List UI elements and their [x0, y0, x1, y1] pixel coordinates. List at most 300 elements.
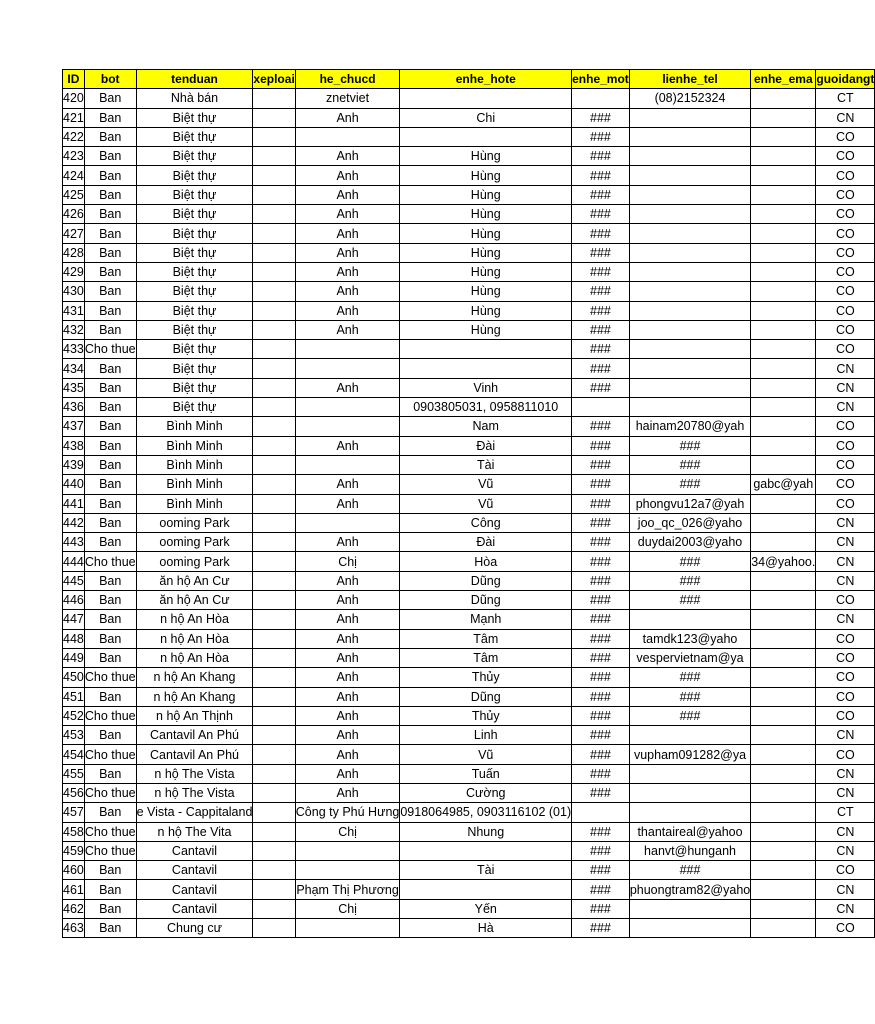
cell-id[interactable]: [63, 475, 85, 494]
cell-xeploai[interactable]: [253, 687, 295, 706]
cell-tel[interactable]: [629, 552, 750, 571]
cell-mobile[interactable]: [572, 166, 630, 185]
cell-bot[interactable]: [84, 108, 136, 127]
cell-tenduan[interactable]: [136, 706, 253, 725]
cell-bot[interactable]: [84, 745, 136, 764]
cell-email[interactable]: [751, 861, 816, 880]
cell-tel[interactable]: [629, 147, 750, 166]
cell-xeploai[interactable]: [253, 533, 295, 552]
cell-chucdanh[interactable]: [295, 687, 400, 706]
cell-nguoidang[interactable]: [816, 764, 875, 783]
cell-tenduan[interactable]: [136, 359, 253, 378]
cell-hoten[interactable]: [400, 571, 572, 590]
cell-nguoidang[interactable]: [816, 533, 875, 552]
cell-mobile[interactable]: [572, 783, 630, 802]
cell-hoten[interactable]: [400, 185, 572, 204]
cell-id[interactable]: [63, 571, 85, 590]
cell-id[interactable]: [63, 513, 85, 532]
cell-id[interactable]: [63, 455, 85, 474]
cell-xeploai[interactable]: [253, 417, 295, 436]
cell-chucdanh[interactable]: [295, 417, 400, 436]
cell-bot[interactable]: [84, 89, 136, 108]
cell-chucdanh[interactable]: [295, 301, 400, 320]
cell-bot[interactable]: [84, 127, 136, 146]
cell-hoten[interactable]: [400, 591, 572, 610]
cell-chucdanh[interactable]: [295, 571, 400, 590]
cell-nguoidang[interactable]: [816, 320, 875, 339]
cell-xeploai[interactable]: [253, 764, 295, 783]
cell-xeploai[interactable]: [253, 822, 295, 841]
cell-tenduan[interactable]: [136, 340, 253, 359]
cell-id[interactable]: [63, 127, 85, 146]
cell-mobile[interactable]: [572, 301, 630, 320]
cell-mobile[interactable]: [572, 571, 630, 590]
cell-mobile[interactable]: [572, 108, 630, 127]
cell-tel[interactable]: [629, 668, 750, 687]
cell-tel[interactable]: [629, 320, 750, 339]
cell-tenduan[interactable]: [136, 764, 253, 783]
column-header[interactable]: enhe_ema: [751, 70, 816, 89]
cell-xeploai[interactable]: [253, 127, 295, 146]
cell-email[interactable]: [751, 706, 816, 725]
cell-nguoidang[interactable]: [816, 436, 875, 455]
cell-id[interactable]: [63, 899, 85, 918]
cell-tenduan[interactable]: [136, 89, 253, 108]
cell-bot[interactable]: [84, 629, 136, 648]
cell-hoten[interactable]: [400, 224, 572, 243]
cell-nguoidang[interactable]: [816, 89, 875, 108]
cell-tel[interactable]: [629, 89, 750, 108]
cell-id[interactable]: [63, 166, 85, 185]
cell-bot[interactable]: [84, 147, 136, 166]
cell-hoten[interactable]: [400, 398, 572, 417]
cell-mobile[interactable]: [572, 89, 630, 108]
cell-hoten[interactable]: [400, 822, 572, 841]
cell-bot[interactable]: [84, 533, 136, 552]
cell-tenduan[interactable]: [136, 417, 253, 436]
cell-id[interactable]: [63, 629, 85, 648]
cell-id[interactable]: [63, 764, 85, 783]
cell-id[interactable]: [63, 108, 85, 127]
cell-xeploai[interactable]: [253, 359, 295, 378]
cell-nguoidang[interactable]: [816, 243, 875, 262]
cell-email[interactable]: [751, 687, 816, 706]
cell-id[interactable]: [63, 687, 85, 706]
cell-mobile[interactable]: [572, 591, 630, 610]
cell-id[interactable]: [63, 185, 85, 204]
cell-xeploai[interactable]: [253, 147, 295, 166]
cell-id[interactable]: [63, 147, 85, 166]
cell-email[interactable]: [751, 764, 816, 783]
cell-mobile[interactable]: [572, 398, 630, 417]
cell-nguoidang[interactable]: [816, 899, 875, 918]
cell-id[interactable]: [63, 726, 85, 745]
cell-chucdanh[interactable]: [295, 89, 400, 108]
cell-tel[interactable]: [629, 282, 750, 301]
cell-bot[interactable]: [84, 648, 136, 667]
cell-email[interactable]: [751, 841, 816, 860]
cell-nguoidang[interactable]: [816, 262, 875, 281]
cell-bot[interactable]: [84, 764, 136, 783]
cell-chucdanh[interactable]: [295, 745, 400, 764]
cell-tel[interactable]: [629, 783, 750, 802]
cell-mobile[interactable]: [572, 340, 630, 359]
cell-chucdanh[interactable]: [295, 224, 400, 243]
cell-chucdanh[interactable]: [295, 668, 400, 687]
cell-chucdanh[interactable]: [295, 706, 400, 725]
cell-email[interactable]: [751, 610, 816, 629]
cell-xeploai[interactable]: [253, 455, 295, 474]
cell-tenduan[interactable]: [136, 552, 253, 571]
cell-mobile[interactable]: [572, 726, 630, 745]
cell-hoten[interactable]: [400, 726, 572, 745]
cell-tel[interactable]: [629, 687, 750, 706]
cell-tenduan[interactable]: [136, 166, 253, 185]
cell-nguoidang[interactable]: [816, 610, 875, 629]
cell-hoten[interactable]: [400, 648, 572, 667]
cell-bot[interactable]: [84, 494, 136, 513]
cell-mobile[interactable]: [572, 224, 630, 243]
cell-tenduan[interactable]: [136, 127, 253, 146]
cell-id[interactable]: [63, 282, 85, 301]
cell-chucdanh[interactable]: [295, 629, 400, 648]
cell-xeploai[interactable]: [253, 185, 295, 204]
cell-chucdanh[interactable]: [295, 340, 400, 359]
cell-nguoidang[interactable]: [816, 166, 875, 185]
cell-email[interactable]: [751, 378, 816, 397]
cell-bot[interactable]: [84, 417, 136, 436]
cell-email[interactable]: [751, 262, 816, 281]
cell-tel[interactable]: [629, 610, 750, 629]
cell-tel[interactable]: [629, 378, 750, 397]
cell-nguoidang[interactable]: [816, 147, 875, 166]
cell-chucdanh[interactable]: [295, 513, 400, 532]
cell-email[interactable]: [751, 919, 816, 938]
cell-id[interactable]: [63, 552, 85, 571]
cell-nguoidang[interactable]: [816, 340, 875, 359]
cell-tel[interactable]: [629, 108, 750, 127]
cell-hoten[interactable]: [400, 340, 572, 359]
cell-tel[interactable]: [629, 533, 750, 552]
cell-id[interactable]: [63, 417, 85, 436]
cell-tel[interactable]: [629, 417, 750, 436]
cell-id[interactable]: [63, 243, 85, 262]
cell-tel[interactable]: [629, 340, 750, 359]
cell-bot[interactable]: [84, 841, 136, 860]
cell-chucdanh[interactable]: [295, 282, 400, 301]
cell-chucdanh[interactable]: [295, 841, 400, 860]
cell-tel[interactable]: [629, 899, 750, 918]
cell-tenduan[interactable]: [136, 668, 253, 687]
cell-nguoidang[interactable]: [816, 378, 875, 397]
cell-tenduan[interactable]: [136, 494, 253, 513]
cell-hoten[interactable]: [400, 108, 572, 127]
cell-chucdanh[interactable]: [295, 552, 400, 571]
cell-mobile[interactable]: [572, 436, 630, 455]
cell-nguoidang[interactable]: [816, 629, 875, 648]
cell-tel[interactable]: [629, 822, 750, 841]
cell-xeploai[interactable]: [253, 89, 295, 108]
cell-hoten[interactable]: [400, 706, 572, 725]
cell-hoten[interactable]: [400, 880, 572, 899]
cell-nguoidang[interactable]: [816, 513, 875, 532]
cell-bot[interactable]: [84, 822, 136, 841]
cell-xeploai[interactable]: [253, 919, 295, 938]
cell-tel[interactable]: [629, 455, 750, 474]
column-header[interactable]: bot: [84, 70, 136, 89]
cell-email[interactable]: [751, 822, 816, 841]
cell-mobile[interactable]: [572, 513, 630, 532]
cell-nguoidang[interactable]: [816, 803, 875, 822]
cell-tenduan[interactable]: [136, 147, 253, 166]
cell-chucdanh[interactable]: [295, 726, 400, 745]
cell-mobile[interactable]: [572, 803, 630, 822]
cell-hoten[interactable]: [400, 417, 572, 436]
cell-tel[interactable]: [629, 185, 750, 204]
cell-bot[interactable]: [84, 166, 136, 185]
cell-hoten[interactable]: [400, 243, 572, 262]
cell-id[interactable]: [63, 533, 85, 552]
cell-tel[interactable]: [629, 803, 750, 822]
cell-tenduan[interactable]: [136, 783, 253, 802]
cell-hoten[interactable]: [400, 513, 572, 532]
cell-xeploai[interactable]: [253, 398, 295, 417]
cell-email[interactable]: [751, 417, 816, 436]
cell-mobile[interactable]: [572, 533, 630, 552]
cell-hoten[interactable]: [400, 745, 572, 764]
cell-email[interactable]: [751, 571, 816, 590]
cell-chucdanh[interactable]: [295, 185, 400, 204]
cell-mobile[interactable]: [572, 378, 630, 397]
cell-tel[interactable]: [629, 127, 750, 146]
cell-bot[interactable]: [84, 726, 136, 745]
cell-nguoidang[interactable]: [816, 205, 875, 224]
cell-bot[interactable]: [84, 861, 136, 880]
cell-mobile[interactable]: [572, 359, 630, 378]
cell-chucdanh[interactable]: [295, 243, 400, 262]
cell-bot[interactable]: [84, 610, 136, 629]
cell-bot[interactable]: [84, 243, 136, 262]
cell-bot[interactable]: [84, 320, 136, 339]
cell-chucdanh[interactable]: [295, 899, 400, 918]
cell-tel[interactable]: [629, 475, 750, 494]
cell-xeploai[interactable]: [253, 803, 295, 822]
cell-xeploai[interactable]: [253, 706, 295, 725]
cell-hoten[interactable]: [400, 166, 572, 185]
cell-chucdanh[interactable]: [295, 436, 400, 455]
cell-nguoidang[interactable]: [816, 475, 875, 494]
cell-bot[interactable]: [84, 359, 136, 378]
cell-tel[interactable]: [629, 301, 750, 320]
cell-tenduan[interactable]: [136, 648, 253, 667]
cell-chucdanh[interactable]: [295, 880, 400, 899]
cell-id[interactable]: [63, 861, 85, 880]
cell-email[interactable]: [751, 320, 816, 339]
cell-mobile[interactable]: [572, 552, 630, 571]
cell-tel[interactable]: [629, 224, 750, 243]
cell-nguoidang[interactable]: [816, 726, 875, 745]
cell-bot[interactable]: [84, 880, 136, 899]
cell-bot[interactable]: [84, 899, 136, 918]
cell-bot[interactable]: [84, 205, 136, 224]
cell-email[interactable]: [751, 513, 816, 532]
cell-tenduan[interactable]: [136, 108, 253, 127]
cell-mobile[interactable]: [572, 205, 630, 224]
cell-id[interactable]: [63, 880, 85, 899]
cell-email[interactable]: [751, 726, 816, 745]
cell-id[interactable]: [63, 436, 85, 455]
cell-hoten[interactable]: [400, 803, 572, 822]
cell-xeploai[interactable]: [253, 726, 295, 745]
cell-hoten[interactable]: [400, 436, 572, 455]
cell-tenduan[interactable]: [136, 687, 253, 706]
cell-id[interactable]: [63, 591, 85, 610]
cell-mobile[interactable]: [572, 417, 630, 436]
cell-email[interactable]: [751, 108, 816, 127]
cell-mobile[interactable]: [572, 919, 630, 938]
cell-tenduan[interactable]: [136, 841, 253, 860]
cell-mobile[interactable]: [572, 243, 630, 262]
cell-email[interactable]: [751, 243, 816, 262]
cell-tenduan[interactable]: [136, 513, 253, 532]
cell-email[interactable]: [751, 880, 816, 899]
cell-mobile[interactable]: [572, 320, 630, 339]
column-header[interactable]: enhe_mot: [572, 70, 630, 89]
cell-tenduan[interactable]: [136, 378, 253, 397]
cell-email[interactable]: [751, 591, 816, 610]
cell-tenduan[interactable]: [136, 919, 253, 938]
cell-tel[interactable]: [629, 629, 750, 648]
cell-id[interactable]: [63, 378, 85, 397]
cell-nguoidang[interactable]: [816, 648, 875, 667]
cell-mobile[interactable]: [572, 648, 630, 667]
cell-nguoidang[interactable]: [816, 455, 875, 474]
cell-xeploai[interactable]: [253, 861, 295, 880]
cell-xeploai[interactable]: [253, 629, 295, 648]
cell-email[interactable]: [751, 359, 816, 378]
cell-email[interactable]: [751, 648, 816, 667]
cell-nguoidang[interactable]: [816, 745, 875, 764]
cell-chucdanh[interactable]: [295, 803, 400, 822]
cell-nguoidang[interactable]: [816, 398, 875, 417]
cell-email[interactable]: [751, 147, 816, 166]
cell-xeploai[interactable]: [253, 378, 295, 397]
cell-id[interactable]: [63, 822, 85, 841]
cell-xeploai[interactable]: [253, 108, 295, 127]
cell-mobile[interactable]: [572, 475, 630, 494]
cell-nguoidang[interactable]: [816, 185, 875, 204]
cell-hoten[interactable]: [400, 861, 572, 880]
cell-tel[interactable]: [629, 706, 750, 725]
cell-xeploai[interactable]: [253, 166, 295, 185]
column-header[interactable]: he_chucd: [295, 70, 400, 89]
cell-bot[interactable]: [84, 919, 136, 938]
cell-nguoidang[interactable]: [816, 919, 875, 938]
cell-hoten[interactable]: [400, 764, 572, 783]
cell-bot[interactable]: [84, 803, 136, 822]
cell-xeploai[interactable]: [253, 880, 295, 899]
cell-email[interactable]: [751, 803, 816, 822]
cell-xeploai[interactable]: [253, 513, 295, 532]
cell-bot[interactable]: [84, 224, 136, 243]
cell-xeploai[interactable]: [253, 668, 295, 687]
cell-nguoidang[interactable]: [816, 668, 875, 687]
column-header[interactable]: enhe_hote: [400, 70, 572, 89]
cell-nguoidang[interactable]: [816, 224, 875, 243]
cell-id[interactable]: [63, 706, 85, 725]
cell-nguoidang[interactable]: [816, 783, 875, 802]
cell-tenduan[interactable]: [136, 591, 253, 610]
cell-nguoidang[interactable]: [816, 571, 875, 590]
cell-hoten[interactable]: [400, 899, 572, 918]
cell-xeploai[interactable]: [253, 494, 295, 513]
cell-mobile[interactable]: [572, 822, 630, 841]
cell-hoten[interactable]: [400, 533, 572, 552]
cell-bot[interactable]: [84, 513, 136, 532]
cell-chucdanh[interactable]: [295, 262, 400, 281]
cell-id[interactable]: [63, 783, 85, 802]
cell-mobile[interactable]: [572, 841, 630, 860]
cell-tenduan[interactable]: [136, 224, 253, 243]
cell-tel[interactable]: [629, 494, 750, 513]
cell-chucdanh[interactable]: [295, 108, 400, 127]
cell-email[interactable]: [751, 745, 816, 764]
cell-xeploai[interactable]: [253, 475, 295, 494]
column-header[interactable]: ID: [63, 70, 85, 89]
cell-tenduan[interactable]: [136, 243, 253, 262]
cell-email[interactable]: [751, 89, 816, 108]
cell-chucdanh[interactable]: [295, 861, 400, 880]
cell-bot[interactable]: [84, 571, 136, 590]
cell-hoten[interactable]: [400, 687, 572, 706]
cell-tel[interactable]: [629, 571, 750, 590]
cell-tel[interactable]: [629, 205, 750, 224]
cell-chucdanh[interactable]: [295, 166, 400, 185]
cell-mobile[interactable]: [572, 706, 630, 725]
cell-tel[interactable]: [629, 436, 750, 455]
cell-tenduan[interactable]: [136, 205, 253, 224]
cell-xeploai[interactable]: [253, 841, 295, 860]
cell-tel[interactable]: [629, 591, 750, 610]
cell-hoten[interactable]: [400, 841, 572, 860]
cell-tenduan[interactable]: [136, 282, 253, 301]
cell-email[interactable]: [751, 301, 816, 320]
cell-tenduan[interactable]: [136, 398, 253, 417]
cell-nguoidang[interactable]: [816, 108, 875, 127]
cell-email[interactable]: [751, 224, 816, 243]
cell-hoten[interactable]: [400, 262, 572, 281]
cell-id[interactable]: [63, 359, 85, 378]
cell-bot[interactable]: [84, 668, 136, 687]
cell-id[interactable]: [63, 745, 85, 764]
cell-chucdanh[interactable]: [295, 359, 400, 378]
cell-xeploai[interactable]: [253, 243, 295, 262]
cell-xeploai[interactable]: [253, 591, 295, 610]
cell-tenduan[interactable]: [136, 475, 253, 494]
cell-xeploai[interactable]: [253, 262, 295, 281]
cell-hoten[interactable]: [400, 89, 572, 108]
cell-xeploai[interactable]: [253, 899, 295, 918]
cell-tenduan[interactable]: [136, 745, 253, 764]
cell-hoten[interactable]: [400, 127, 572, 146]
cell-tenduan[interactable]: [136, 185, 253, 204]
cell-tenduan[interactable]: [136, 320, 253, 339]
cell-xeploai[interactable]: [253, 320, 295, 339]
cell-nguoidang[interactable]: [816, 822, 875, 841]
cell-id[interactable]: [63, 494, 85, 513]
cell-id[interactable]: [63, 89, 85, 108]
cell-hoten[interactable]: [400, 359, 572, 378]
